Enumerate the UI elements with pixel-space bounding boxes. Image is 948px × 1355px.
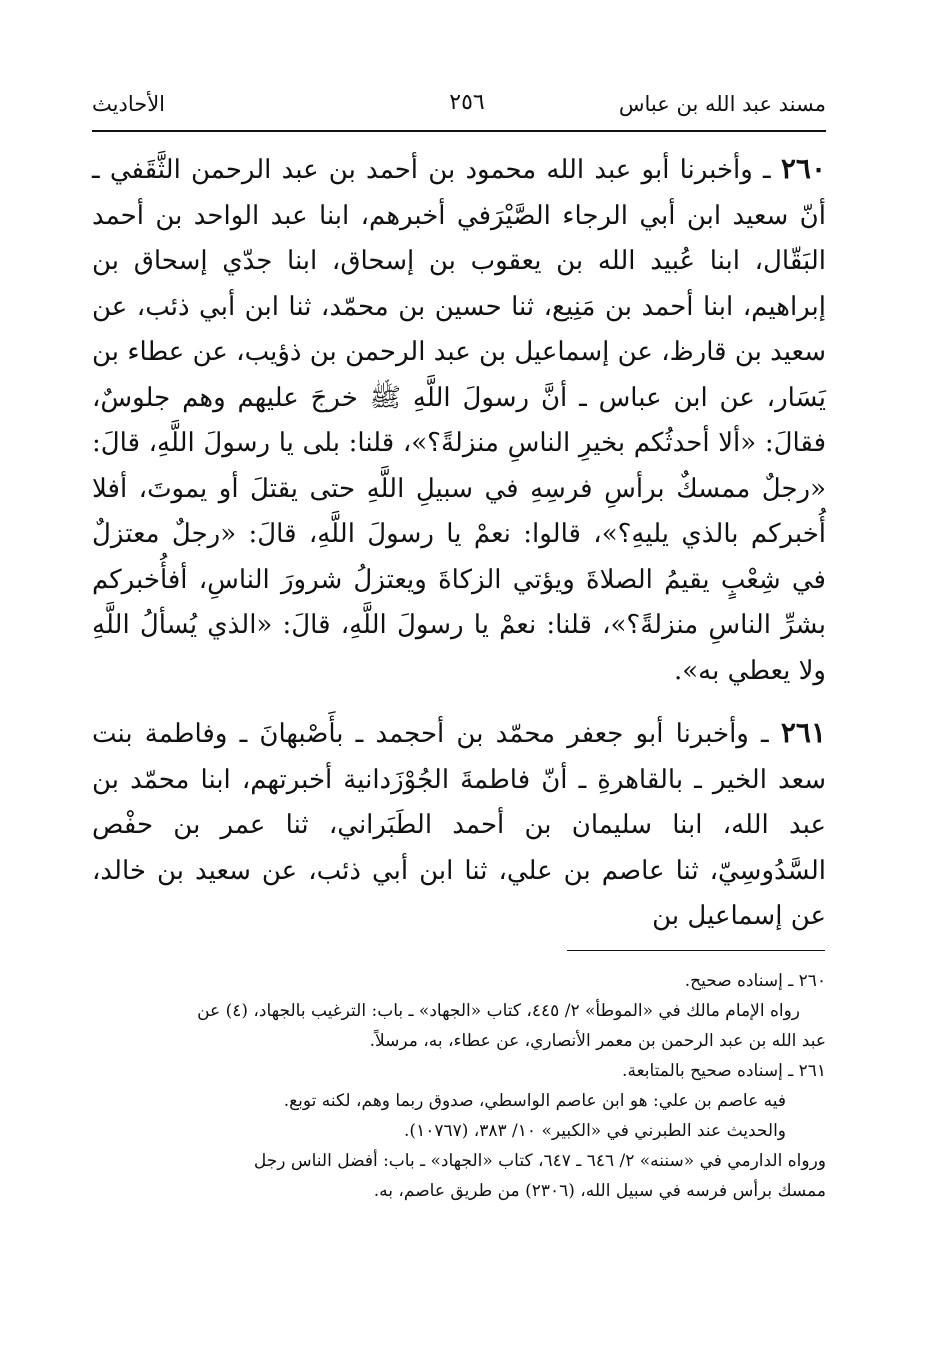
hadith-260 bbox=[92, 146, 826, 694]
main-text bbox=[92, 146, 826, 940]
footnote-divider bbox=[567, 950, 825, 951]
footnote-line: عبد الله بن عبد الرحمن بن معمر الأنصاري، عن عطاء، به، مرسلاً. bbox=[369, 1031, 826, 1051]
hadith-text: ـ وأخبرنا أبو عبد الله محمود بن أحمد بن عبد الرحمن الثَّقَفي ـ أنّ سعيد ابن أبي الرجاء الصَّيْرَفي أخبرهم، ابنا عبد الواحد بن أحمد البَقّال، ابنا عُبيد الله بن يعقوب بن إسحاق، ابنا جدّي إسحاق بن إبراهيم، ابنا أحمد بن مَنِيع، ثنا حسين بن محمّد، ثنا ابن أبي ذئب، عن سعيد بن قارظ، عن إسماعيل بن عبد الرحمن بن ذؤيب، عن عطاء بن يَسَار، عن ابن عباس ـ أنَّ رسولَ اللَّهِ ﷺ خرجَ عليهم وهم جلوسٌ، فقالَ: «ألا أحدثُكم بخيرِ الناسِ منزلةً؟»، قلنا: بلى يا رسولَ اللَّهِ، قالَ: «رجلٌ ممسكٌ برأسِ فرسِهِ في سبيلِ اللَّهِ حتى يقتلَ أو يموتَ، أفلا أُخبركم بالذي يليهِ؟»، قالوا: نعمْ يا رسولَ اللَّهِ، قالَ: «رجلٌ معتزلٌ في شِعْبٍ يقيمُ الصلاةَ ويؤتي الزكاةَ ويعتزلُ شرورَ الناسِ، أفأُخبركم بشرِّ الناسِ منزلةً؟»، قلنا: نعمْ يا رسولَ اللَّهِ، قالَ: «الذي يُسألُ اللَّهِ ولا يعطي به». bbox=[92, 155, 826, 686]
section-title: الأحاديث bbox=[92, 92, 166, 116]
hadith-number: ٢٦١ bbox=[780, 716, 826, 749]
footnote-line: فيه عاصم بن علي: هو ابن عاصم الواسطي، صدوق ربما وهم، لكنه توبع. bbox=[283, 1091, 786, 1111]
hadith-number: ٢٦٠ bbox=[780, 152, 826, 185]
footnote-line: رواه الإمام مالك في «الموطأ» ٢/ ٤٤٥، كتاب «الجهاد» ـ باب: الترغيب بالجهاد، (٤) عن bbox=[197, 1001, 800, 1021]
footnote-line: والحديث عند الطبرني في «الكبير» ١٠/ ٣٨٣، (١٠٧٦٧). bbox=[404, 1121, 786, 1141]
footnote-number: ٢٦١ bbox=[798, 1061, 826, 1081]
footnote-line: ممسك برأس فرسه في سبيل الله، (٢٣٠٦) من طريق عاصم، به. bbox=[373, 1181, 826, 1201]
footnote-261-head bbox=[92, 1056, 826, 1086]
footnote-260-head bbox=[92, 966, 826, 996]
hadith-text: ـ وأخبرنا أبو جعفر محمّد بن أحجمد ـ بأَصْبهانَ ـ وفاطمة بنت سعد الخير ـ بالقاهرةِ ـ أنّ فاطمةَ الجُوْزَدانية أخبرتهم، ابنا محمّد بن عبد الله، ابنا سليمان بن أحمد الطَبَراني، ثنا عمر بن حفْص السَّدُوسِيّ، ثنا عاصم بن علي، ثنا ابن أبي ذئب، عن سعيد بن خالد، عن إسماعيل بن bbox=[92, 719, 826, 931]
footnote-text: ـ إسناده صحيح بالمتابعة. bbox=[622, 1061, 794, 1081]
hadith-261 bbox=[92, 710, 826, 940]
running-header bbox=[92, 86, 826, 126]
footnote-number: ٢٦٠ bbox=[798, 971, 826, 991]
footnote-text: ـ إسناده صحيح. bbox=[684, 971, 794, 991]
page-number: ٢٥٦ bbox=[449, 90, 485, 115]
book-title: مسند عبد الله بن عباس bbox=[618, 92, 826, 116]
footnotes bbox=[92, 966, 826, 1206]
footnote-line: ورواه الدارمي في «سننه» ٢/ ٦٤٦ ـ ٦٤٧، كتاب «الجهاد» ـ باب: أفضل الناس رجل bbox=[253, 1151, 826, 1171]
header-divider bbox=[92, 130, 826, 132]
